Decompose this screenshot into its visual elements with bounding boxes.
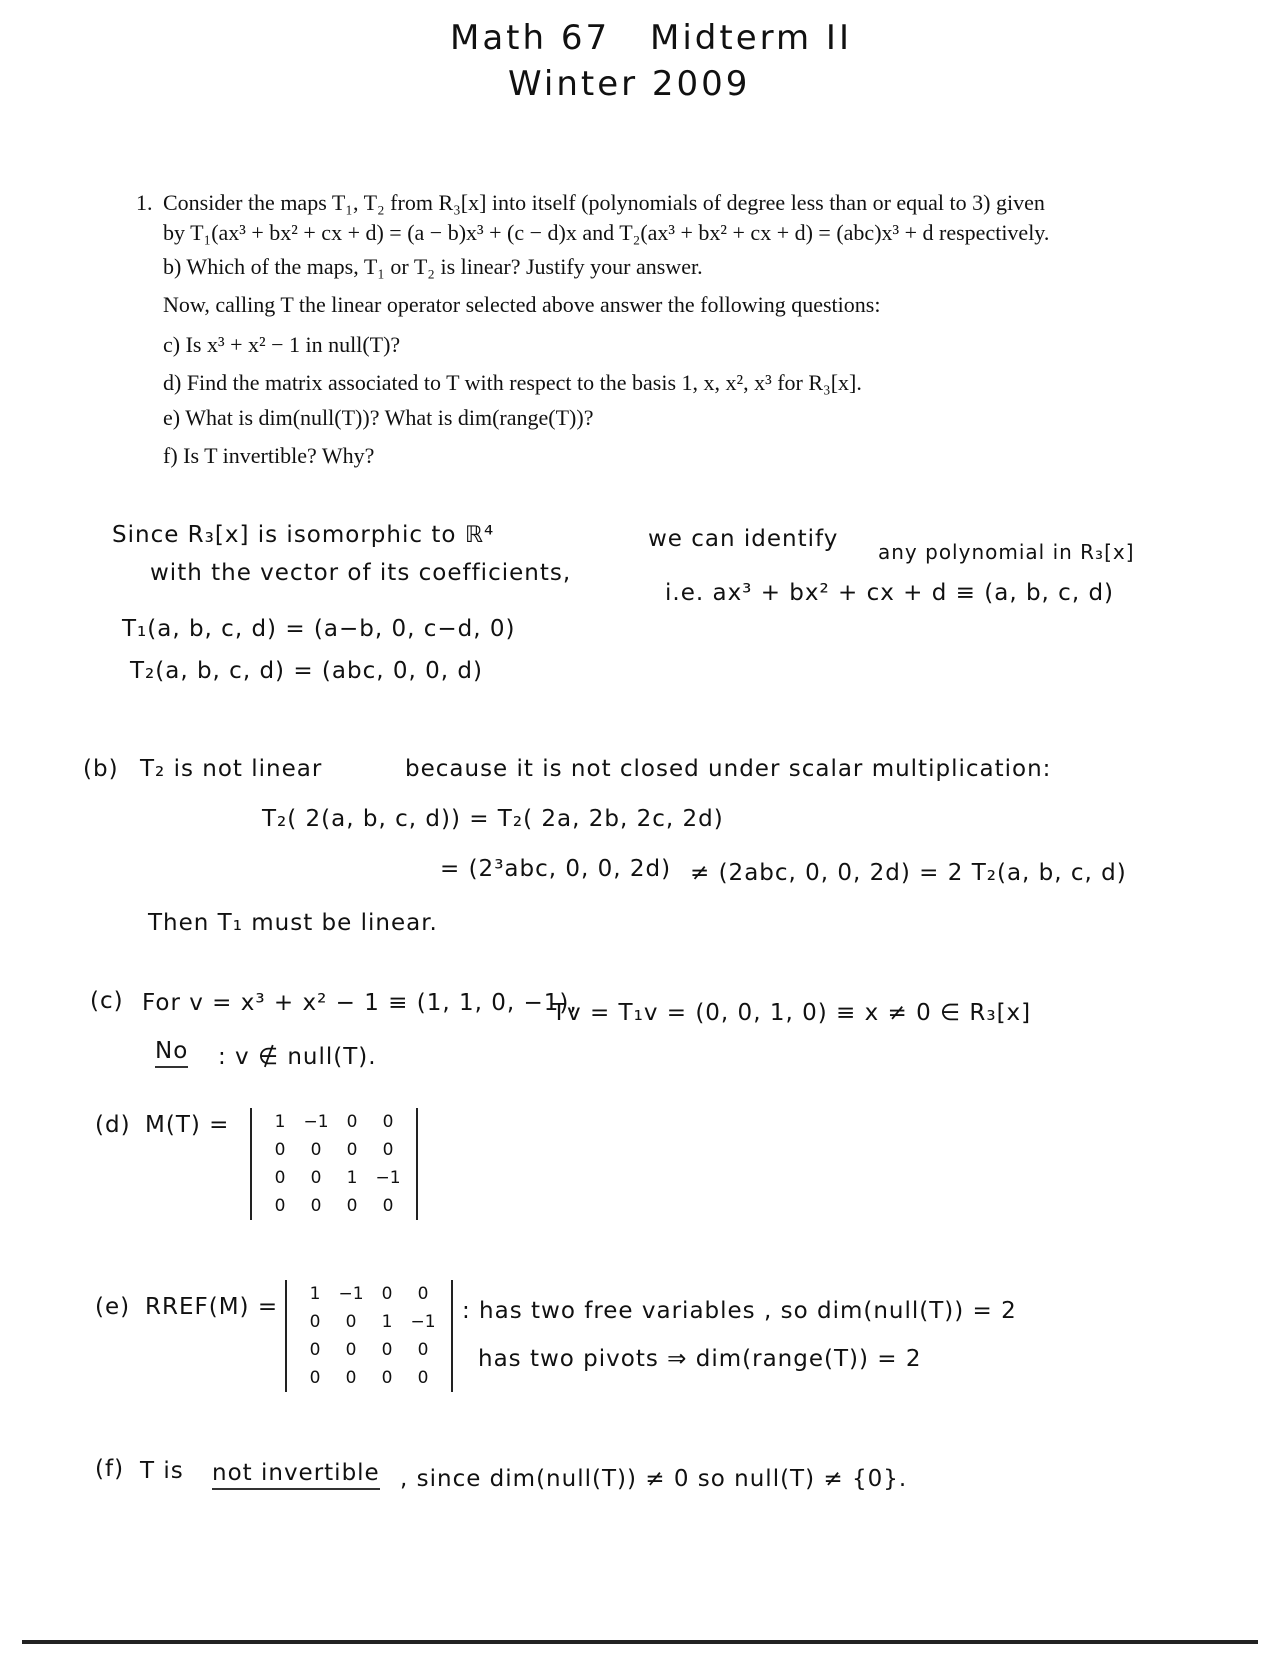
- matrix-m-cell: 0: [274, 1140, 286, 1160]
- matrix-rref-cell: 1: [309, 1284, 321, 1304]
- page-bottom-rule: [22, 1640, 1258, 1644]
- question-part-b: b) Which of the maps, T₁ or T₂ is linear? Justify your answer.: [163, 254, 703, 279]
- answer-d-lhs: M(T) =: [145, 1112, 230, 1138]
- intro-line2b: i.e. ax³ + bx² + cx + d ≡ (a, b, c, d): [665, 580, 1115, 606]
- term-title: Winter 2009: [508, 64, 751, 104]
- t1-definition: T₁(a, b, c, d) = (a−b, 0, c−d, 0): [122, 616, 516, 642]
- answer-b-eq1: T₂( 2(a, b, c, d)) = T₂( 2a, 2b, 2c, 2d): [262, 806, 724, 832]
- matrix-m-cell: 0: [310, 1196, 322, 1216]
- matrix-rref-cell: 0: [381, 1284, 393, 1304]
- matrix-m: [250, 1108, 418, 1220]
- answer-c-line1b: Tv = T₁v = (0, 0, 1, 0) ≡ x ≠ 0 ∈ R₃[x]: [552, 1000, 1032, 1026]
- question-intro-line1: Consider the maps T₁, T₂ from R₃[x] into itself (polynomials of degree less than or equal to 3) given: [163, 190, 1045, 215]
- intro-line2a: with the vector of its coefficients,: [150, 560, 572, 586]
- t2-definition: T₂(a, b, c, d) = (abc, 0, 0, d): [130, 658, 483, 684]
- matrix-rref-cell: −1: [338, 1284, 364, 1304]
- matrix-m-cell: 0: [274, 1196, 286, 1216]
- matrix-rref-table: [297, 1280, 441, 1392]
- answer-f-not-invertible: not invertible: [212, 1460, 380, 1490]
- answer-c-line2: : v ∉ null(T).: [218, 1044, 377, 1070]
- matrix-rref-cell: 0: [381, 1368, 393, 1388]
- answer-e-line1: : has two free variables , so dim(null(T)) = 2: [462, 1298, 1017, 1324]
- question-part-f: f) Is T invertible? Why?: [163, 443, 375, 468]
- answer-f-t: T is: [140, 1458, 184, 1484]
- matrix-rref-cell: 1: [381, 1312, 393, 1332]
- answer-b-conclusion: Then T₁ must be linear.: [148, 910, 438, 936]
- matrix-m-row: [262, 1108, 406, 1136]
- answer-c-label: (c): [90, 988, 124, 1014]
- answer-e-label: (e): [95, 1294, 131, 1320]
- answer-d-label: (d): [95, 1112, 131, 1138]
- answer-b-eq2a: = (2³abc, 0, 0, 2d): [440, 856, 672, 882]
- matrix-m-cell: −1: [375, 1168, 401, 1188]
- matrix-m-cell: 1: [274, 1112, 286, 1132]
- matrix-rref-cell: 0: [417, 1340, 429, 1360]
- matrix-m-row: [262, 1164, 406, 1192]
- exam-title: Midterm II: [650, 18, 852, 58]
- matrix-m-row: [262, 1192, 406, 1220]
- question-intro-line2: by T₁(ax³ + bx² + cx + d) = (a − b)x³ + (c − d)x and T₂(ax³ + bx² + cx + d) = (abc)x³ + d respectively.: [163, 220, 1050, 245]
- matrix-m-table: [262, 1108, 406, 1220]
- matrix-rref-cell: 0: [345, 1368, 357, 1388]
- matrix-rref-row: [297, 1308, 441, 1336]
- matrix-m-cell: 0: [310, 1168, 322, 1188]
- matrix-rref-cell: −1: [410, 1312, 436, 1332]
- matrix-m-cell: 0: [346, 1140, 358, 1160]
- answer-f-rest: , since dim(null(T)) ≠ 0 so null(T) ≠ {0}.: [400, 1466, 908, 1492]
- answer-e-lhs: RREF(M) =: [145, 1294, 279, 1320]
- matrix-m-cell: 0: [274, 1168, 286, 1188]
- intro-line1b: we can identify: [648, 526, 839, 552]
- matrix-m-cell: 0: [382, 1140, 394, 1160]
- matrix-m-cell: 1: [346, 1168, 358, 1188]
- answer-b-eq2b: ≠ (2abc, 0, 0, 2d) = 2 T₂(a, b, c, d): [690, 860, 1127, 886]
- matrix-rref-cell: 0: [417, 1368, 429, 1388]
- matrix-rref-cell: 0: [309, 1368, 321, 1388]
- matrix-m-row: [262, 1136, 406, 1164]
- matrix-m-cell: 0: [346, 1112, 358, 1132]
- matrix-rref: [285, 1280, 453, 1392]
- answer-b-label: (b): [83, 756, 119, 782]
- question-part-c: c) Is x³ + x² − 1 in null(T)?: [163, 332, 401, 357]
- matrix-rref-row: [297, 1364, 441, 1392]
- matrix-rref-row: [297, 1280, 441, 1308]
- matrix-rref-cell: 0: [381, 1340, 393, 1360]
- intro-line1c: any polynomial in R₃[x]: [878, 540, 1135, 564]
- answer-e-line2: has two pivots ⇒ dim(range(T)) = 2: [478, 1346, 922, 1372]
- matrix-m-cell: 0: [346, 1196, 358, 1216]
- matrix-rref-cell: 0: [309, 1340, 321, 1360]
- intro-line1a: Since R₃[x] is isomorphic to ℝ⁴: [112, 522, 495, 548]
- question-part-d: d) Find the matrix associated to T with respect to the basis 1, x, x², x³ for R₃[x].: [163, 370, 862, 395]
- matrix-rref-cell: 0: [417, 1284, 429, 1304]
- answer-b-line1b: because it is not closed under scalar multiplication:: [405, 756, 1052, 782]
- question-transition: Now, calling T the linear operator selected above answer the following questions:: [163, 292, 881, 317]
- answer-c-no: No: [155, 1038, 188, 1068]
- matrix-m-cell: −1: [303, 1112, 329, 1132]
- question-part-e: e) What is dim(null(T))? What is dim(range(T))?: [163, 405, 594, 430]
- answer-c-line1a: For v = x³ + x² − 1 ≡ (1, 1, 0, −1),: [142, 990, 578, 1016]
- matrix-rref-cell: 0: [345, 1312, 357, 1332]
- matrix-rref-cell: 0: [345, 1340, 357, 1360]
- matrix-rref-row: [297, 1336, 441, 1364]
- matrix-m-cell: 0: [382, 1196, 394, 1216]
- answer-f-label: (f): [95, 1456, 125, 1482]
- matrix-m-cell: 0: [382, 1112, 394, 1132]
- matrix-m-cell: 0: [310, 1140, 322, 1160]
- question-number: 1.: [136, 190, 153, 215]
- course-title: Math 67: [450, 18, 611, 58]
- matrix-rref-cell: 0: [309, 1312, 321, 1332]
- answer-b-line1a: T₂ is not linear: [140, 756, 323, 782]
